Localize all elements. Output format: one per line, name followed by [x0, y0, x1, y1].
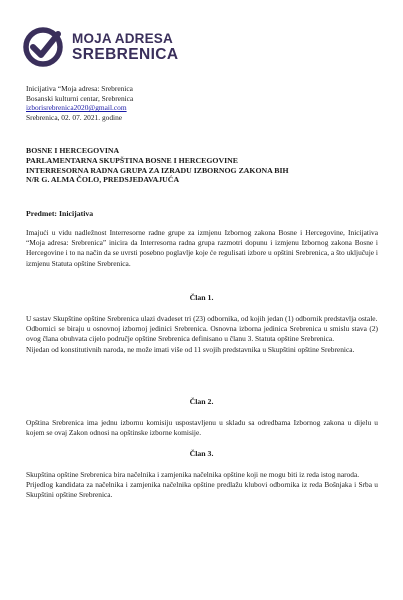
letter-date: Srebrenica, 02. 07. 2021. godine	[26, 112, 123, 122]
article-paragraph: Nijedan od konstitutivnih naroda, ne može imati više od 11 svojih predstavnika u Skupštini opštine Srebrenica.	[26, 344, 355, 354]
article-body	[26, 418, 378, 438]
article-body	[26, 314, 378, 355]
sender-line: Bosanski kulturni centar, Srebrenica	[26, 93, 134, 103]
article-body	[26, 470, 378, 501]
recipient-line: BOSNE I HERCEGOVINA	[26, 146, 120, 155]
sender-block	[26, 84, 133, 122]
organization-logo	[22, 26, 178, 68]
sender-email-link[interactable]: izborisrebrenica2020@gmail.com	[26, 103, 127, 113]
article-paragraph: Prijedlog kandidata za načelnika i zamjenika načelnika opštine predlažu klubovi odbornika iz reda Bošnjaka i Srba u Skupštini opštine Srebrenica.	[26, 480, 378, 500]
logo-text-line2: SREBRENICA	[72, 46, 179, 63]
article-paragraph: Skupština opštine Srebrenica bira načelnika i zamjenika načelnika opštine koji ne mogu biti iz reda istog naroda.	[26, 470, 360, 479]
recipient-line: N/R G. ALMA ČOLO, PREDSJEDAVAJUĆA	[26, 175, 180, 185]
recipient-line: PARLAMENTARNA SKUPŠTINA BOSNE I HERCEGOVINE	[26, 155, 238, 165]
article-heading: Član 2.	[189, 397, 214, 406]
recipient-line: INTERRESORNA RADNA GRUPA ZA IZRADU IZBORNOG ZAKONA BIH	[26, 165, 289, 175]
article-paragraph: Opština Srebrenica ima jednu izbornu komisiju uspostavljenu u skladu sa odredbama Izbornog zakona u dijelu u kojem se ovaj Zakon odnosi na opštinske izborne komisije.	[26, 418, 378, 438]
checkmark-circle-logo-icon	[22, 26, 64, 68]
sender-line: Inicijativa “Moja adresa: Srebrenica	[26, 84, 133, 93]
recipient-block	[26, 146, 289, 185]
logo-text-line1: MOJA ADRESA	[72, 30, 173, 46]
article-heading: Član 3.	[189, 449, 214, 458]
article-paragraph: U sastav Skupštine opštine Srebrenica ulazi dvadeset tri (23) odbornika, od kojih jedan (1) odbornik predstavlja ostale.	[26, 314, 378, 323]
article-heading: Član 1.	[189, 293, 214, 302]
intro-paragraph	[26, 228, 378, 269]
intro-text: Imajući u vidu nadležnost Interresorne radne grupe za izmjenu Izbornog zakona Bosne i Hercegovine, Inicijativa “Moja adresa: Srebrenica” inicira da Interresorna radna grupa razmotri dopunu i izmjenu Izbornog zakona Bosne i Hercegovine i to na način da se uvrsti posebno poglavlje koje će regulisati izbore u opštini Srebrenica, a što uključuje i izmjenu Statuta opštine Srebrenica.	[26, 228, 378, 268]
subject-line: Predmet: Inicijativa	[26, 209, 94, 218]
article-paragraph: Odbornici se biraju u osnovnoj izbornoj jedinici Srebrenica. Osnovna izborna jedinica Srebrenica u smislu stava (2) ovog člana obuhvata cijelo područje opštine Srebrenica definisano u članu 3. Statuta opštine Srebrenica.	[26, 324, 378, 344]
